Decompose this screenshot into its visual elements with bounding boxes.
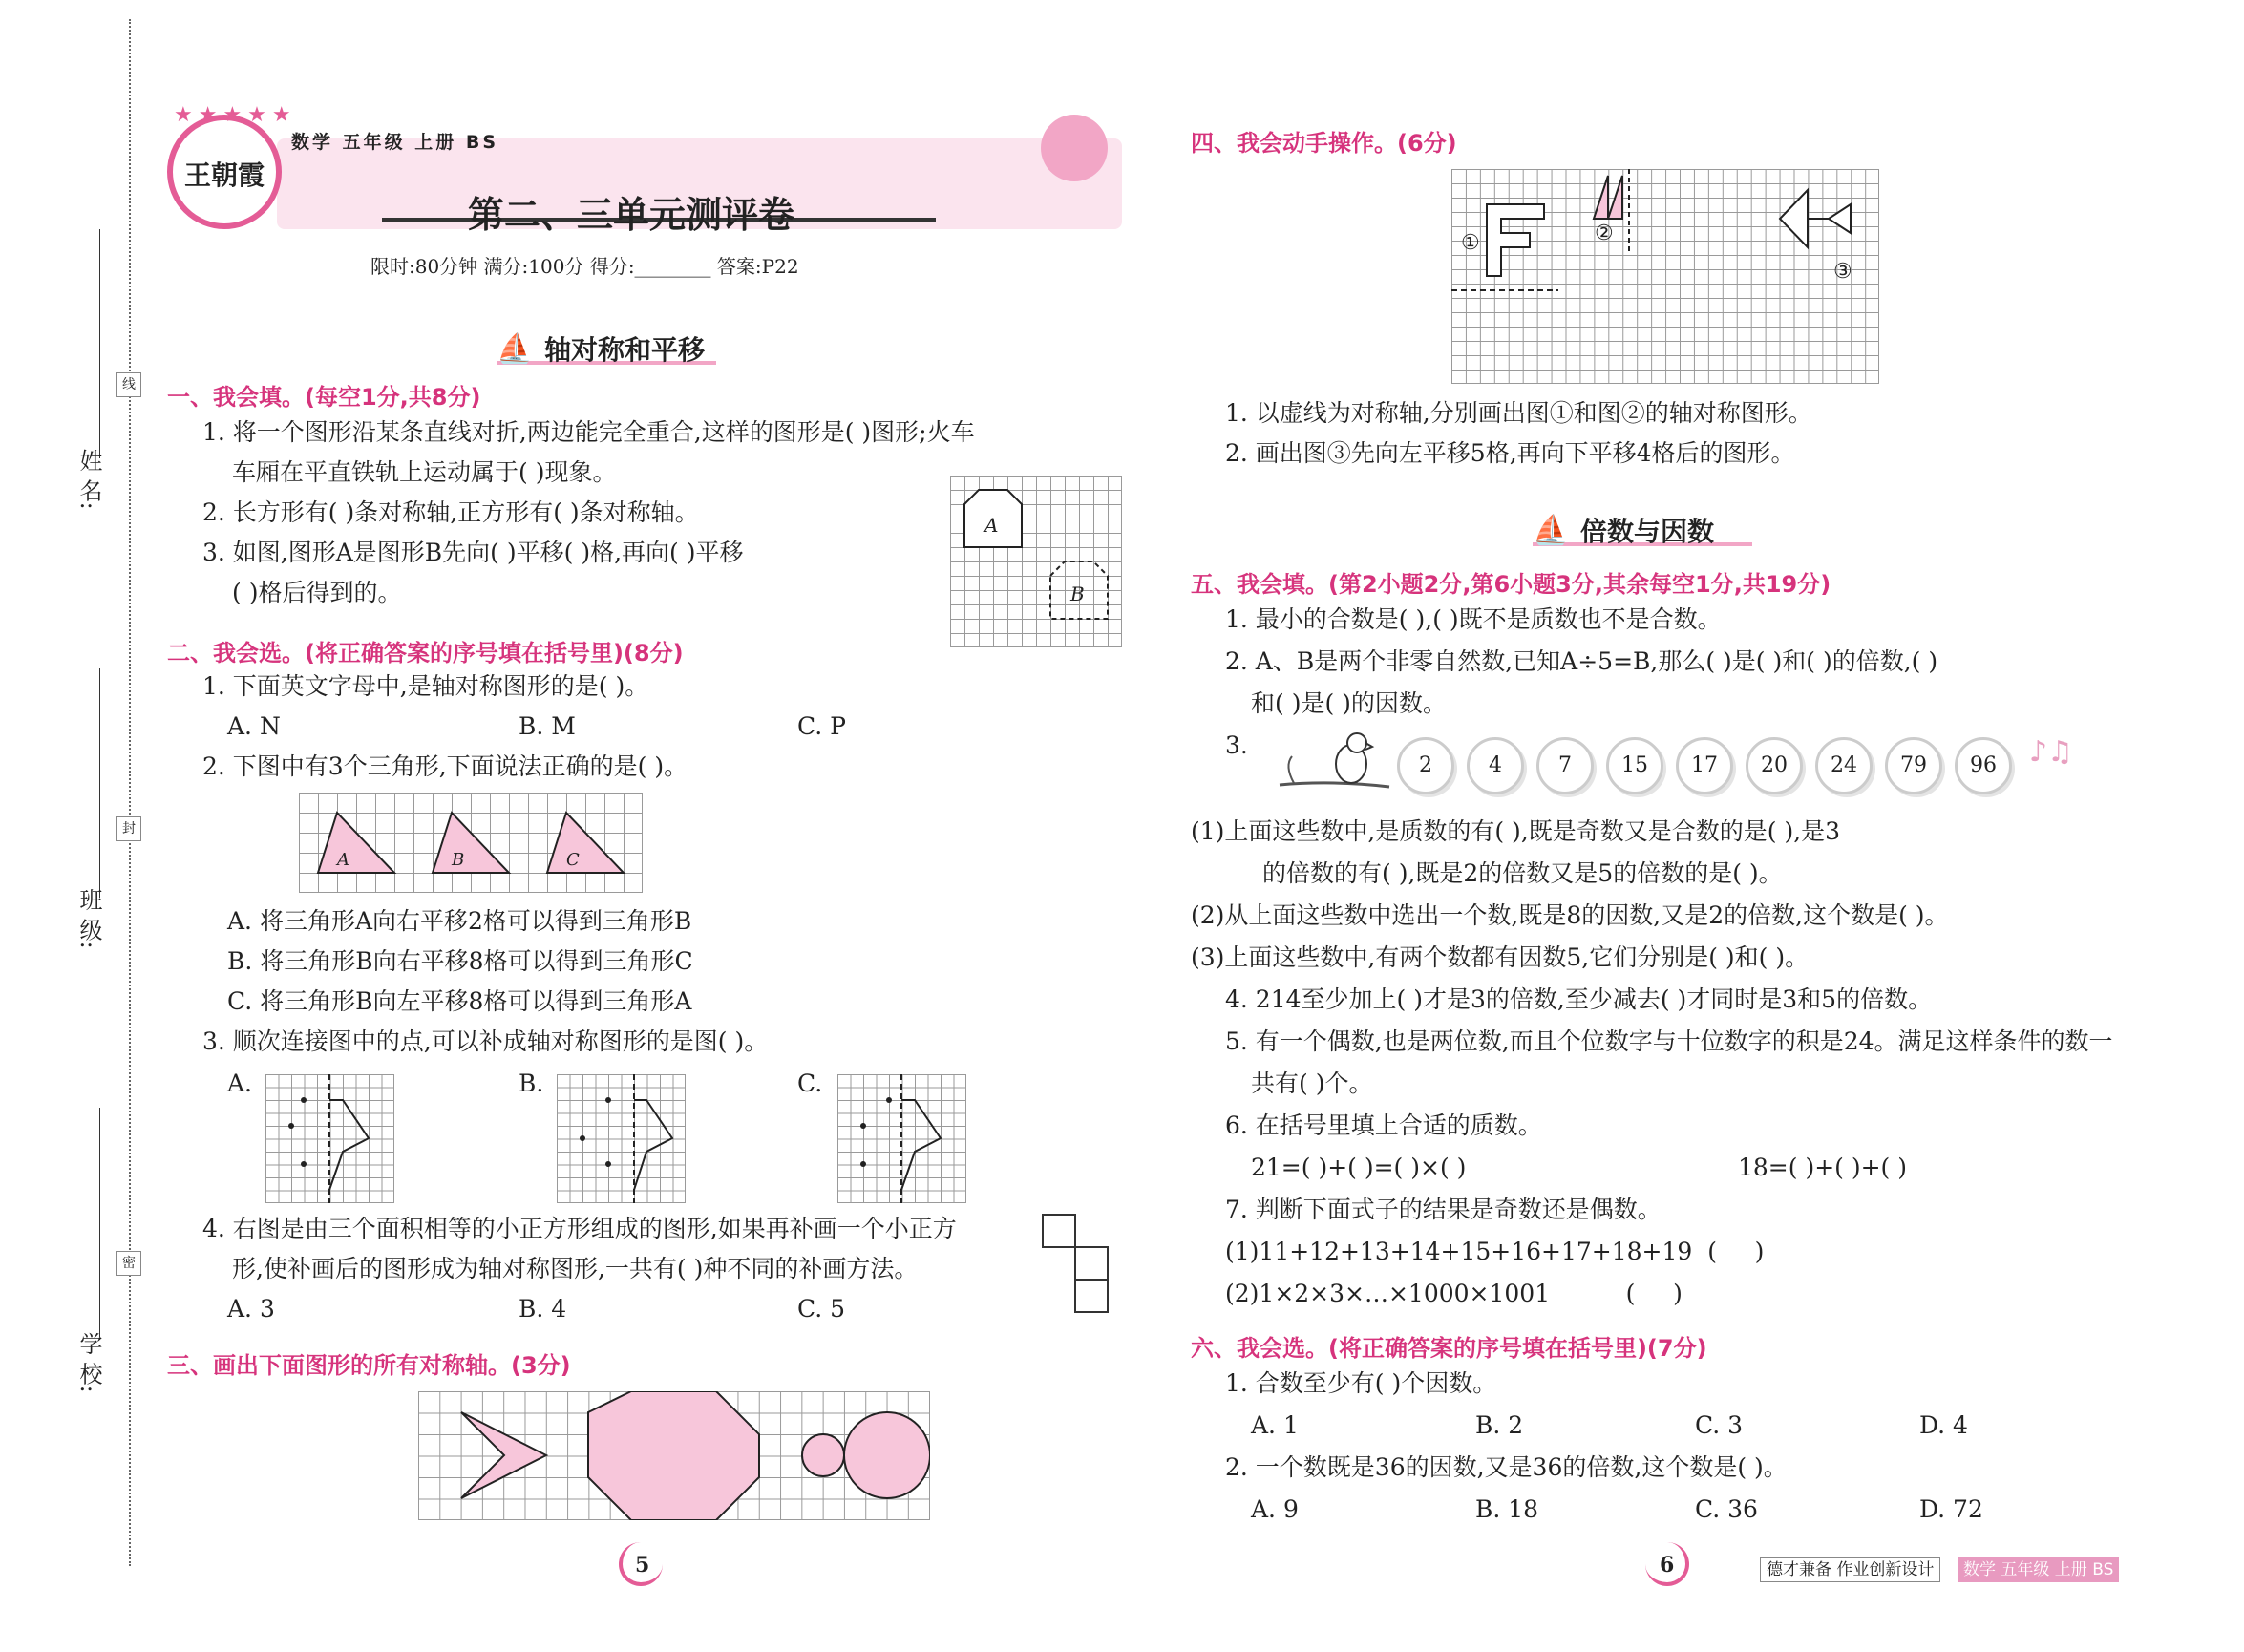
subject-bar: 数学 五年级 上册 BS [291, 132, 499, 153]
question-text: 2. 长方形有( )条对称轴,正方形有( )条对称轴。 [202, 498, 699, 526]
number-ball: 7 [1536, 737, 1594, 794]
option-d[interactable]: D. 72 [1919, 1495, 1983, 1523]
option-b[interactable]: B. 4 [519, 1295, 567, 1323]
question-text: 4. 右图是由三个面积相等的小正方形组成的图形,如果再补画一个小正方 [202, 1215, 957, 1242]
question-text: 2. 画出图③先向左平移5格,再向下平移4格后的图形。 [1225, 439, 1795, 467]
question-text: 4. 214至少加上( )才是3的倍数,至少减去( )才同时是3和5的倍数。 [1225, 985, 1933, 1013]
meta-line: 限时:80分钟 满分:100分 得分:________ 答案:P22 [370, 255, 799, 278]
question-text: (2)1×2×3×…×1000×1001 ( ) [1225, 1280, 1683, 1307]
question-text: 共有( )个。 [1251, 1070, 1373, 1097]
binding-mark-seal: 封 [116, 816, 141, 841]
question-text: (1)11+12+13+14+15+16+17+18+19 ( ) [1225, 1238, 1765, 1265]
option-a[interactable]: A. [227, 1070, 253, 1097]
option-b-grid [557, 1074, 686, 1203]
question-text: 3. 顺次连接图中的点,可以补成轴对称图形的是图( )。 [202, 1027, 769, 1055]
name-label: 姓 名: [75, 449, 102, 510]
question-text: 的倍数的有( ),既是2的倍数又是5的倍数的是( )。 [1262, 859, 1783, 887]
star-icon: ★★★★★ [174, 103, 297, 127]
sun-icon [1041, 115, 1108, 181]
number-ball: 79 [1885, 737, 1942, 794]
figure-3-mark: ③ [1833, 260, 1852, 284]
section-4-heading: 四、我会动手操作。(6分) [1191, 130, 1457, 157]
question-text: 3. 如图,图形A是图形B先向( )平移( )格,再向( )平移 [202, 539, 744, 566]
translation-grid [950, 476, 1122, 647]
symmetry-grid [418, 1391, 930, 1520]
school-label: 学 校: [75, 1332, 102, 1393]
class-label: 班 级: [75, 888, 102, 949]
class-field-line[interactable] [99, 668, 100, 898]
school-field-line[interactable] [99, 1108, 100, 1337]
option-c[interactable]: C. [797, 1070, 823, 1097]
operation-shapes [1451, 169, 1879, 384]
equation: 18=( )+( )+( ) [1738, 1154, 1908, 1181]
page-number: 5 [635, 1553, 650, 1578]
logo [167, 115, 282, 229]
triangle-b-label: B [452, 850, 465, 870]
question-text: 7. 判断下面式子的结果是奇数还是偶数。 [1225, 1196, 1662, 1223]
section-6-heading: 六、我会选。(将正确答案的序号填在括号里)(7分) [1191, 1335, 1707, 1362]
sailboat-icon: ⛵ [497, 332, 533, 366]
question-text: 车厢在平直铁轨上运动属于( )现象。 [232, 458, 617, 486]
question-text: (1)上面这些数中,是质数的有( ),既是奇数又是合数的是( ),是3 [1191, 817, 1841, 845]
option-b[interactable]: B. 18 [1475, 1495, 1539, 1523]
symmetry-shapes [418, 1391, 930, 1520]
dotted-cut-line [129, 19, 131, 1566]
option-a-grid [265, 1074, 394, 1203]
question-text: (3)上面这些数中,有两个数都有因数5,它们分别是( )和( )。 [1191, 943, 1810, 971]
question-text: (2)从上面这些数中选出一个数,既是8的因数,又是2的倍数,这个数是( )。 [1191, 901, 1949, 929]
music-note-icon: ♪♫ [2029, 735, 2074, 769]
option-b[interactable]: B. M [519, 712, 576, 740]
number-ball: 17 [1676, 737, 1733, 794]
option-c[interactable]: C. 5 [797, 1295, 846, 1323]
question-text: 1. 合数至少有( )个因数。 [1225, 1369, 1497, 1397]
page-title: 第二、三单元测评卷 [468, 194, 795, 236]
triangles [299, 793, 643, 893]
option-b[interactable]: B. 2 [1475, 1411, 1524, 1439]
question-text: 2. 下图中有3个三角形,下面说法正确的是( )。 [202, 752, 688, 780]
footer-brand: 德才兼备 作业创新设计 [1760, 1557, 1940, 1582]
topic-title: 倍数与因数 [1580, 516, 1715, 547]
three-squares-figure [1041, 1213, 1117, 1323]
logo-text: 王朝霞 [183, 159, 265, 191]
number-ball: 15 [1606, 737, 1663, 794]
option-c[interactable]: C. 将三角形B向左平移8格可以得到三角形A [227, 987, 692, 1015]
shape-b-label: B [1070, 582, 1085, 605]
section-1-heading: 一、我会填。(每空1分,共8分) [167, 384, 481, 411]
number-ball: 24 [1815, 737, 1873, 794]
operation-grid [1451, 169, 1879, 384]
triangle-c-label: C [566, 850, 580, 870]
option-b[interactable]: B. 将三角形B向右平移8格可以得到三角形C [227, 947, 693, 975]
footer-tag: 数学 五年级 上册 BS [1958, 1557, 2119, 1582]
number-ball: 2 [1397, 737, 1454, 794]
question-text: 2. 一个数既是36的因数,又是36的倍数,这个数是( )。 [1225, 1453, 1788, 1481]
option-c[interactable]: C. 36 [1695, 1495, 1758, 1523]
page-number: 6 [1660, 1553, 1675, 1578]
section-2-heading: 二、我会选。(将正确答案的序号填在括号里)(8分) [167, 640, 684, 667]
section-5-heading: 五、我会填。(第2小题2分,第6小题3分,其余每空1分,共19分) [1191, 571, 1831, 598]
question-text: 6. 在括号里填上合适的质数。 [1225, 1112, 1542, 1139]
option-a[interactable]: A. N [227, 712, 281, 740]
option-a[interactable]: A. 3 [227, 1295, 275, 1323]
question-text: 和( )是( )的因数。 [1251, 689, 1447, 717]
question-text: ( )格后得到的。 [232, 579, 402, 606]
binding-mark-tie: 密 [116, 1251, 141, 1276]
option-c-grid [837, 1074, 966, 1203]
triangle-a-label: A [337, 850, 349, 870]
number-ball: 4 [1467, 737, 1524, 794]
question-text: 3. [1225, 731, 1248, 759]
option-a[interactable]: A. 9 [1251, 1495, 1299, 1523]
binding-mark-line: 线 [116, 372, 141, 397]
sailboat-icon: ⛵ [1533, 514, 1569, 547]
name-field-line[interactable] [99, 229, 100, 458]
question-text: 1. 最小的合数是( ),( )既不是质数也不是合数。 [1225, 605, 1722, 633]
option-c[interactable]: C. 3 [1695, 1411, 1744, 1439]
figure-1-mark: ① [1461, 231, 1480, 255]
figure-2-mark: ② [1595, 222, 1614, 245]
option-a[interactable]: A. 1 [1251, 1411, 1299, 1439]
house-shapes [950, 476, 1122, 647]
option-a[interactable]: A. 将三角形A向右平移2格可以得到三角形B [227, 907, 692, 935]
question-text: 形,使补画后的图形成为轴对称图形,一共有( )种不同的补画方法。 [232, 1255, 919, 1282]
number-ball: 20 [1746, 737, 1803, 794]
option-b[interactable]: B. [519, 1070, 544, 1097]
bird-icon [1275, 728, 1394, 794]
topic-title: 轴对称和平移 [544, 334, 706, 366]
question-text: 5. 有一个偶数,也是两位数,而且个位数字与十位数字的积是24。满足这样条件的数一 [1225, 1027, 2113, 1055]
equation: 21=( )+( )=( )×( ) [1251, 1154, 1467, 1181]
option-c[interactable]: C. P [797, 712, 846, 740]
question-text: 2. A、B是两个非零自然数,已知A÷5=B,那么( )是( )和( )的倍数,( ) [1225, 647, 1938, 675]
question-text: 1. 下面英文字母中,是轴对称图形的是( )。 [202, 672, 649, 700]
number-ball: 96 [1955, 737, 2012, 794]
triangle-grid [299, 793, 643, 893]
shape-a-label: A [984, 514, 999, 537]
section-3-heading: 三、画出下面图形的所有对称轴。(3分) [167, 1352, 571, 1379]
option-d[interactable]: D. 4 [1919, 1411, 1968, 1439]
question-text: 1. 将一个图形沿某条直线对折,两边能完全重合,这样的图形是( )图形;火车 [202, 418, 975, 446]
question-text: 1. 以虚线为对称轴,分别画出图①和图②的轴对称图形。 [1225, 399, 1812, 427]
